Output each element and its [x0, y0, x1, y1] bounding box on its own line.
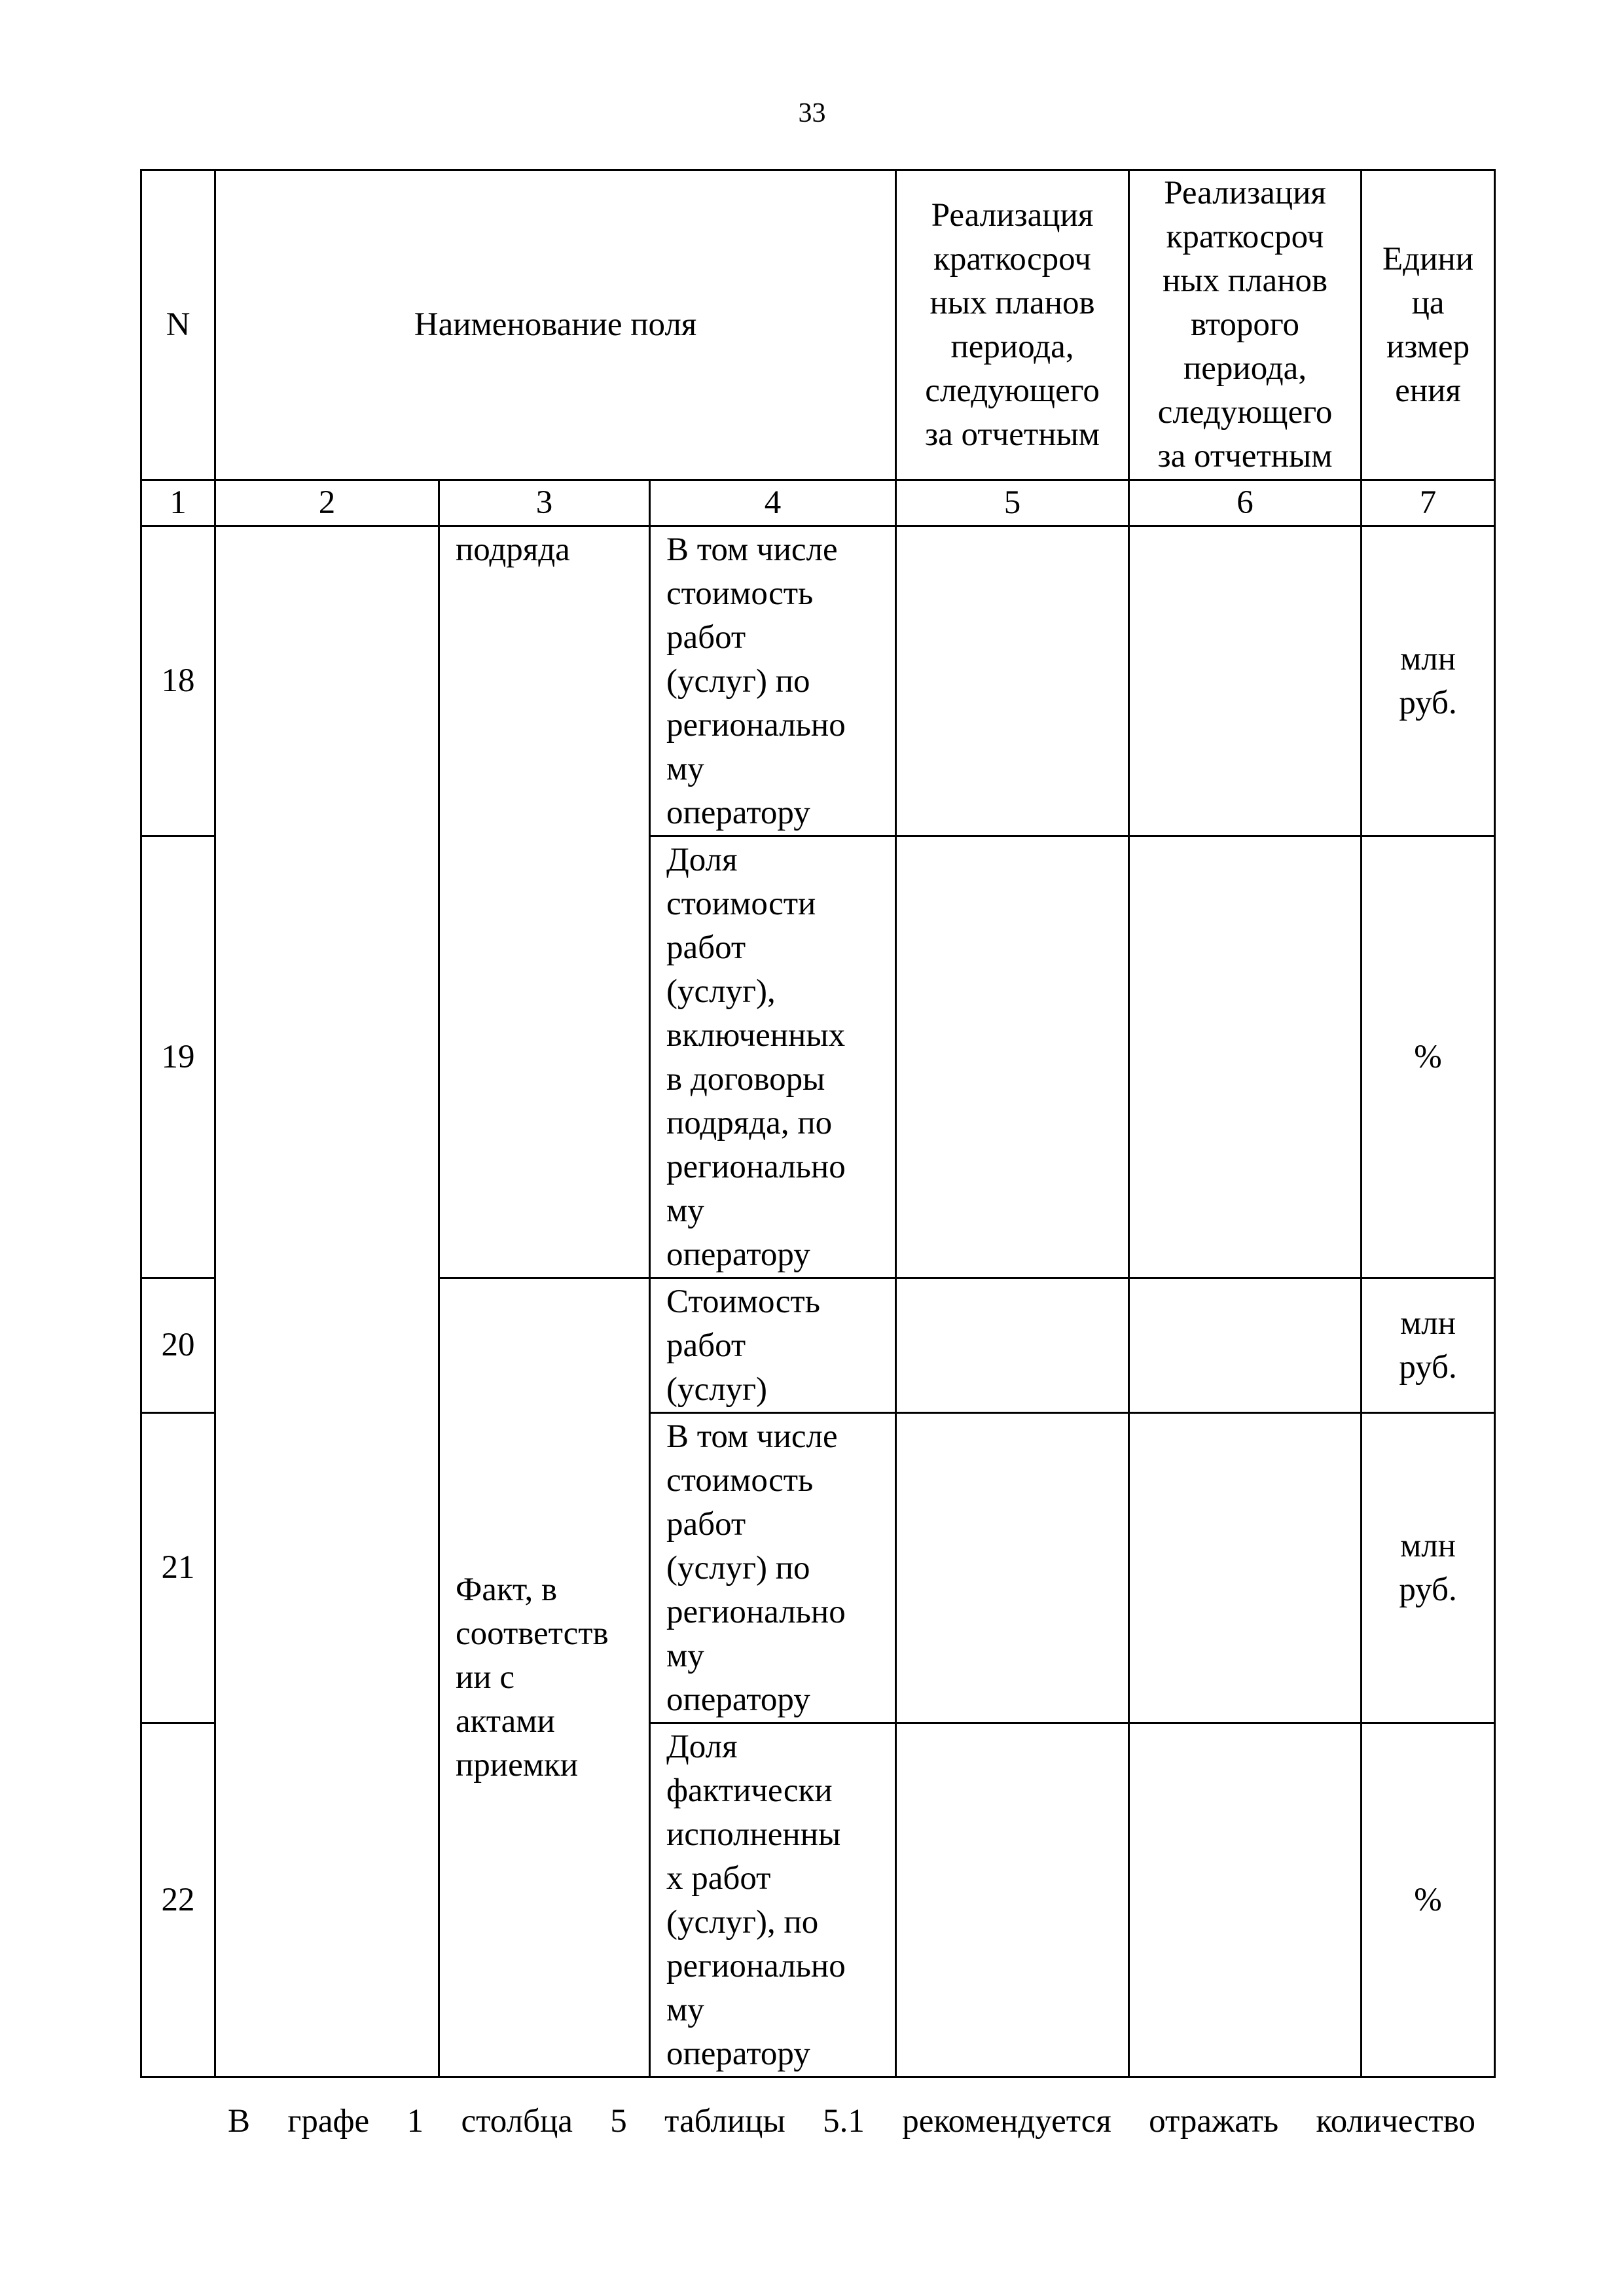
row-field-name: Доля фактически исполненны х работ (услуг), по регионально му оператору: [650, 1723, 896, 2077]
row-field-name: Доля стоимости работ (услуг), включенных в договоры подряда, по регионально му оператору: [650, 836, 896, 1278]
table-row: [141, 526, 1495, 836]
row-group-label-podryada: подряда: [439, 526, 650, 1278]
column-number: 1: [141, 480, 215, 526]
row-unit: млн руб.: [1362, 1413, 1495, 1723]
row-value-col6: [1129, 1413, 1362, 1723]
header-col-plan-next-period: Реализация краткосроч ных планов периода, следующего за отчетным: [896, 170, 1129, 480]
row-field-name: В том числе стоимость работ (услуг) по регионально му оператору: [650, 1413, 896, 1723]
row-value-col6: [1129, 1723, 1362, 2077]
column-number: 2: [215, 480, 439, 526]
row-unit: %: [1362, 836, 1495, 1278]
row-value-col5: [896, 1278, 1129, 1413]
body-paragraph: В графе 1 столбца 5 таблицы 5.1 рекомендуется отражать количество: [228, 2103, 1475, 2140]
row-value-col5: [896, 836, 1129, 1278]
header-col-field-name: Наименование поля: [215, 170, 896, 480]
row-unit: млн руб.: [1362, 526, 1495, 836]
column-number-row: [141, 480, 1495, 526]
row-value-col6: [1129, 836, 1362, 1278]
header-col-plan-second-period: Реализация краткосроч ных планов второго периода, следующего за отчетным: [1129, 170, 1362, 480]
row-group-label-fact: Факт, в соответств ии с актами приемки: [439, 1278, 650, 2077]
row-number: 21: [141, 1413, 215, 1723]
column-number: 4: [650, 480, 896, 526]
row-field-name: В том числе стоимость работ (услуг) по регионально му оператору: [650, 526, 896, 836]
column-number: 5: [896, 480, 1129, 526]
table-header-row: [141, 170, 1495, 480]
row-unit: %: [1362, 1723, 1495, 2077]
row-value-col5: [896, 1413, 1129, 1723]
page-number: 33: [798, 98, 826, 128]
row-value-col6: [1129, 526, 1362, 836]
column-number: 7: [1362, 480, 1495, 526]
column-number: 3: [439, 480, 650, 526]
row-number: 19: [141, 836, 215, 1278]
row-group-blank-cell: [215, 526, 439, 2077]
header-col-n: N: [141, 170, 215, 480]
row-value-col6: [1129, 1278, 1362, 1413]
column-number: 6: [1129, 480, 1362, 526]
row-number: 18: [141, 526, 215, 836]
row-unit: млн руб.: [1362, 1278, 1495, 1413]
report-table: [140, 169, 1496, 2078]
header-col-unit: Едини ца измер ения: [1362, 170, 1495, 480]
row-value-col5: [896, 1723, 1129, 2077]
row-number: 20: [141, 1278, 215, 1413]
row-number: 22: [141, 1723, 215, 2077]
row-field-name: Стоимость работ (услуг): [650, 1278, 896, 1413]
row-value-col5: [896, 526, 1129, 836]
